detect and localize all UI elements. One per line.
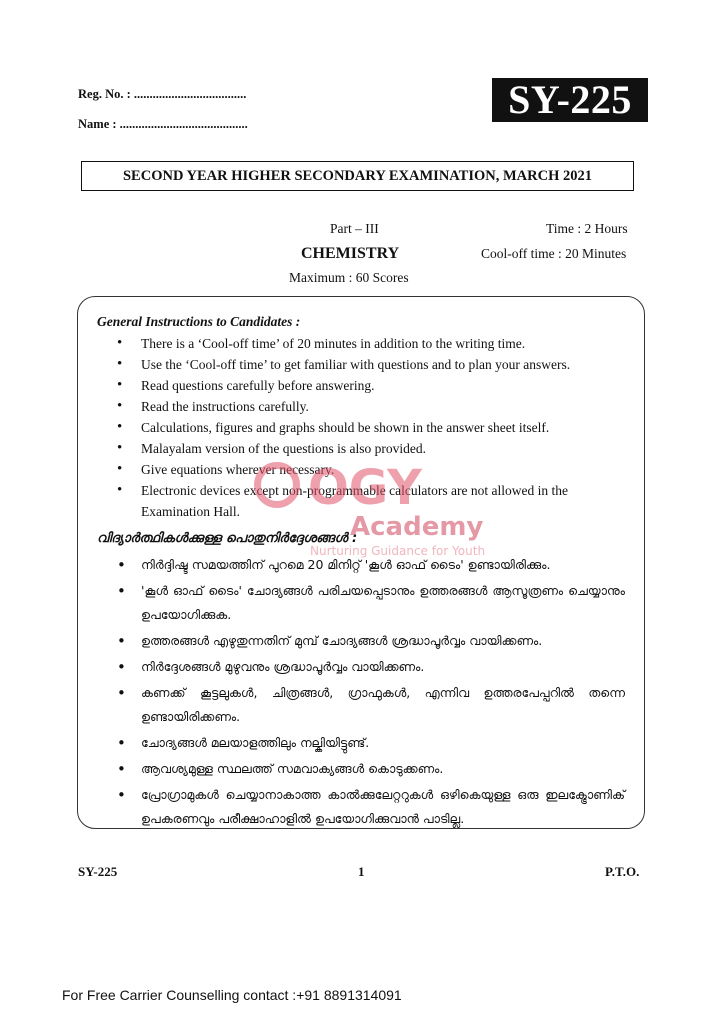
cooloff-label: Cool-off time : 20 Minutes — [481, 246, 627, 261]
instructions-list — [115, 333, 625, 522]
watermark-academy: Academy — [350, 512, 484, 542]
instruction-item: • Give equations wherever necessary. — [115, 459, 625, 480]
part-label: Part – III — [330, 221, 379, 236]
malayalam-instructions-list — [115, 553, 625, 833]
max-score-label: Maximum : 60 Scores — [289, 270, 409, 285]
exam-title: SECOND YEAR HIGHER SECONDARY EXAMINATION, MARCH 2021 — [81, 161, 634, 191]
malayalam-instruction-item: • ഉത്തരങ്ങൾ എഴുതുന്നതിന് മുമ്പ് ചോദ്യങ്ങൾ ശ്രദ്ധാപൂർവ്വം വായിക്കണം. — [115, 629, 625, 653]
footer-code: SY-225 — [78, 864, 118, 879]
instruction-item: • Malayalam version of the questions is also provided. — [115, 438, 625, 459]
pto-label: P.T.O. — [605, 864, 640, 879]
reg-no-field: Reg. No. : .................................... — [78, 87, 247, 101]
malayalam-instruction-item: • കണക്ക് കൂട്ടലുകൾ, ചിത്രങ്ങൾ, ഗ്രാഫുകൾ, എന്നിവ ഉത്തരപേപ്പറിൽ തന്നെ ഉണ്ടായിരിക്കണം. — [115, 681, 625, 729]
malayalam-instruction-item: • ആവശ്യമുള്ള സ്ഥലത്ത് സമവാക്യങ്ങൾ കൊടുക്കണം. — [115, 757, 625, 781]
instructions-title: General Instructions to Candidates : — [97, 314, 301, 329]
malayalam-instruction-item: • നിർദ്ദിഷ്ട സമയത്തിന് പുറമെ 20 മിനിറ്റ് 'കൂൾ ഓഫ് ടൈം' ഉണ്ടായിരിക്കും. — [115, 553, 625, 577]
watermark-brand: OGY — [308, 460, 422, 516]
malayalam-instruction-item: • പ്രോഗ്രാമുകൾ ചെയ്യാനാകാത്ത കാൽക്കുലേറ്ററുകൾ ഒഴികെയുള്ള ഒരു ഇലക്ട്രോണിക് ഉപകരണവും പരീക്ഷാഹാളിൽ ഉപയോഗിക്കുവാൻ പാടില്ല. — [115, 783, 625, 831]
subject-title: CHEMISTRY — [301, 245, 400, 262]
instruction-item: • Electronic devices except non-programmable calculators are not allowed in the Examination Hall. — [115, 480, 625, 522]
time-label: Time : 2 Hours — [546, 221, 628, 236]
malayalam-instructions-title: വിദ്യാർത്ഥികൾക്കുള്ള പൊതുനിർദ്ദേശങ്ങൾ : — [97, 531, 358, 546]
name-field: Name : ......................................... — [78, 117, 248, 131]
instruction-item: • Use the ‘Cool-off time’ to get familiar with questions and to plan your answers. — [115, 354, 625, 375]
malayalam-instruction-item: • 'കൂൾ ഓഫ് ടൈം' ചോദ്യങ്ങൾ പരിചയപ്പെടാനും ഉത്തരങ്ങൾ ആസൂത്രണം ചെയ്യാനും ഉപയോഗിക്കുക. — [115, 579, 625, 627]
malayalam-instruction-item: • ചോദ്യങ്ങൾ മലയാളത്തിലും നല്കിയിട്ടുണ്ട്. — [115, 731, 625, 755]
watermark-tagline: Nurturing Guidance for Youth — [310, 544, 486, 558]
paper-code-badge: SY-225 — [492, 78, 648, 122]
instruction-item: • Calculations, figures and graphs should be shown in the answer sheet itself. — [115, 417, 625, 438]
malayalam-instruction-item: • നിർദ്ദേശങ്ങൾ മുഴുവനും ശ്രദ്ധാപൂർവ്വം വായിക്കണം. — [115, 655, 625, 679]
page-number: 1 — [358, 864, 365, 879]
instruction-item: • There is a ‘Cool-off time’ of 20 minutes in addition to the writing time. — [115, 333, 625, 354]
instruction-item: • Read the instructions carefully. — [115, 396, 625, 417]
instruction-item: • Read questions carefully before answering. — [115, 375, 625, 396]
promo-footer: For Free Carrier Counselling contact :+91 8891314091 — [62, 987, 402, 1003]
